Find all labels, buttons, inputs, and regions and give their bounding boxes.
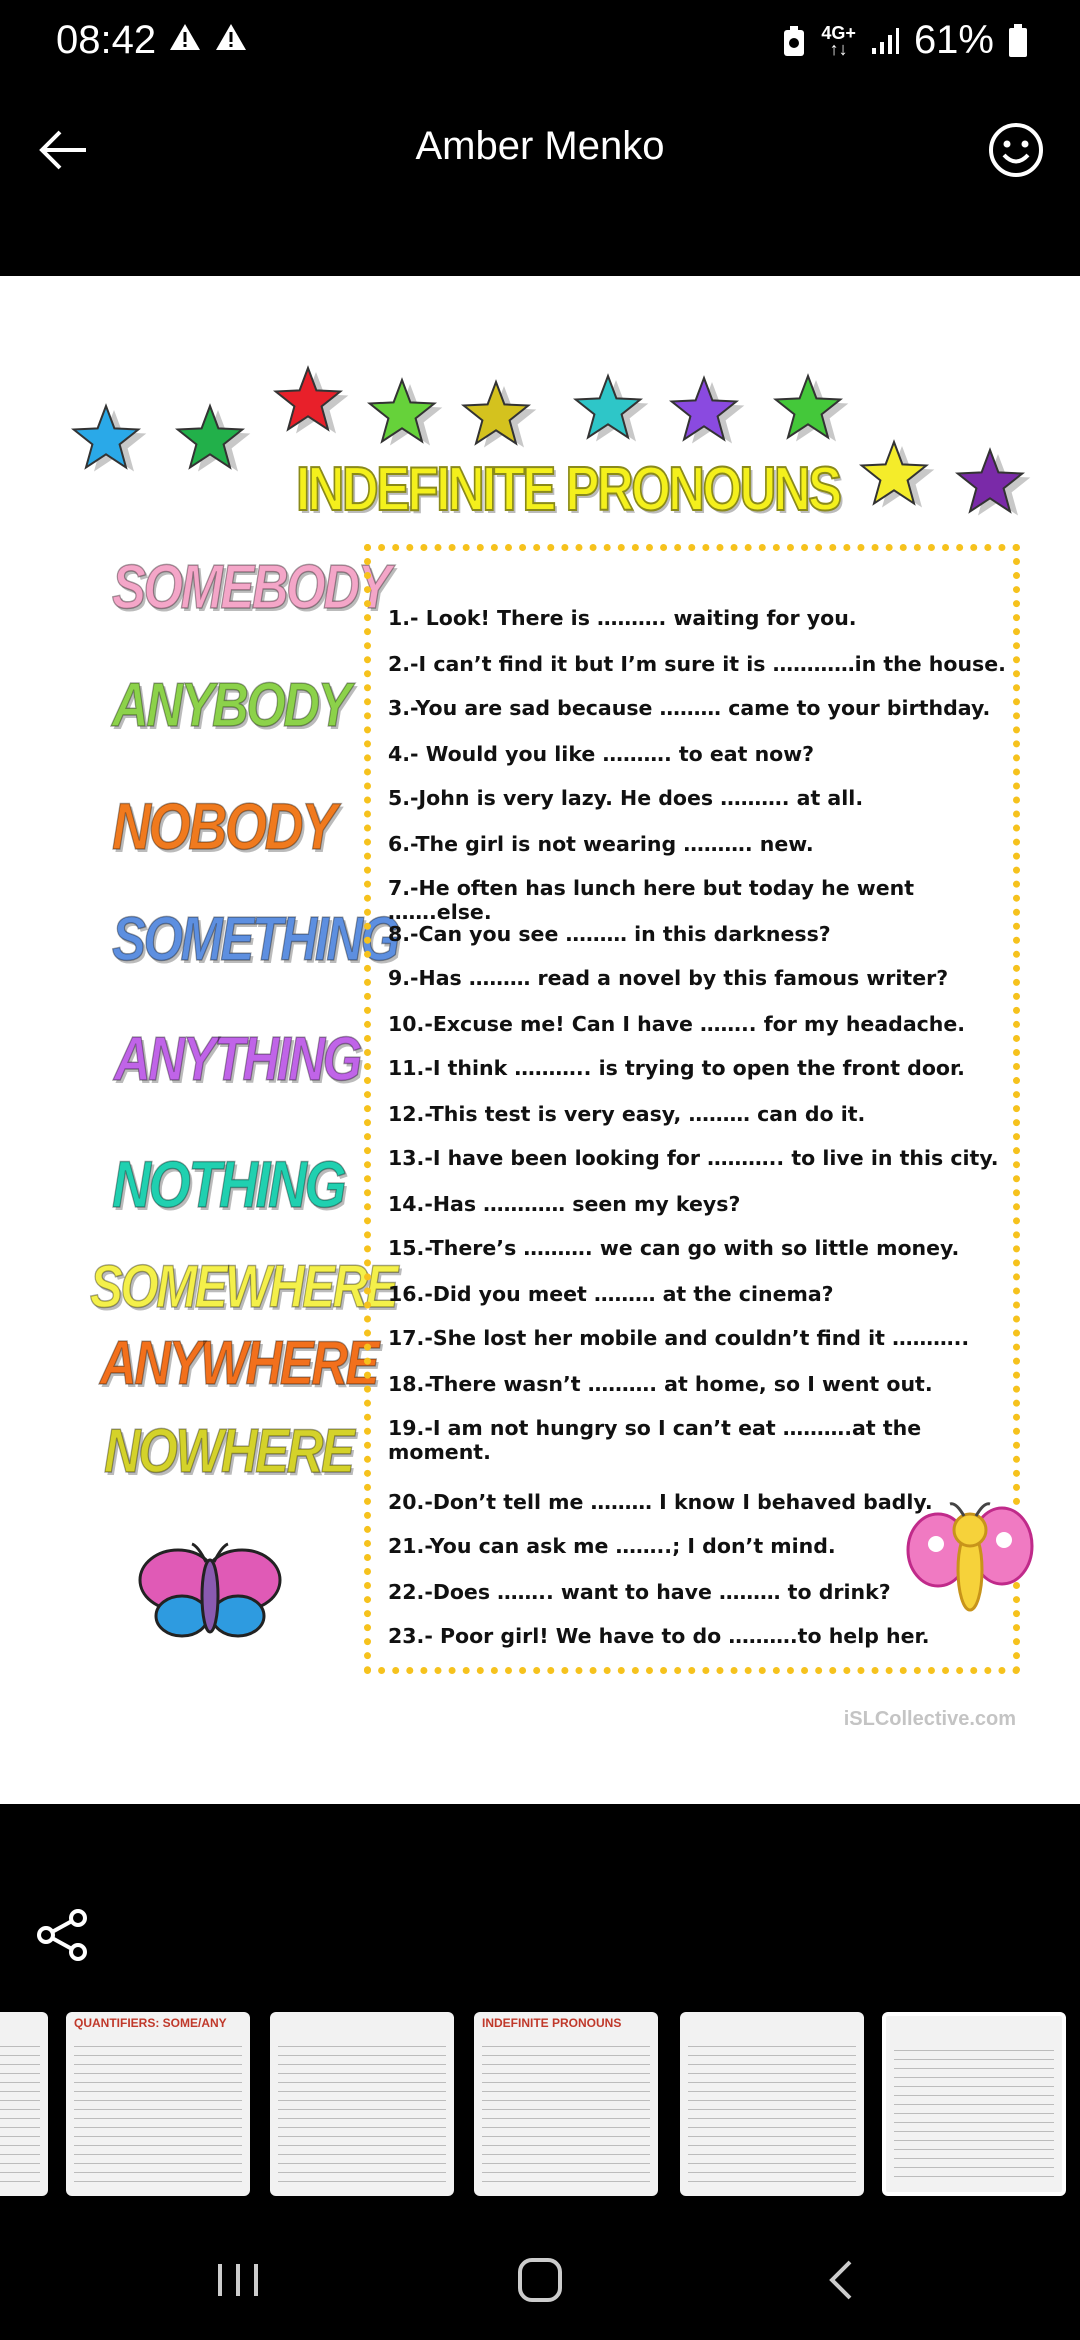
- image-viewer[interactable]: [0, 276, 1080, 1804]
- question-item: 5.-John is very lazy. He does ………. at all.: [388, 786, 864, 810]
- recent-apps-icon[interactable]: [208, 2250, 268, 2310]
- question-item: 4.- Would you like ………. to eat now?: [388, 742, 815, 766]
- thumbnail-3[interactable]: [270, 2012, 454, 2196]
- question-item: 18.-There wasn’t ………. at home, so I went out.: [388, 1372, 933, 1396]
- question-item: 15.-There’s ………. we can go with so little money.: [388, 1236, 960, 1260]
- question-item: 22.-Does …….. want to have ……… to drink?: [388, 1580, 891, 1604]
- question-item: 23.- Poor girl! We have to do ……….to help her.: [388, 1624, 930, 1648]
- worksheet-title: INDEFINITE PRONOUNS: [296, 455, 840, 524]
- pronoun-nothing: NOTHING: [112, 1147, 345, 1221]
- thumbnail-1[interactable]: [0, 2012, 48, 2196]
- signal-icon: [870, 26, 900, 56]
- question-item: 9.-Has ……… read a novel by this famous writer?: [388, 966, 949, 990]
- thumbnail-preview: [0, 2038, 40, 2188]
- question-item: 7.-He often has lunch here but today he went …….else.: [388, 876, 915, 924]
- question-item: 20.-Don’t tell me ……… I know I behaved badly.: [388, 1490, 933, 1514]
- page-title: Amber Menko: [415, 124, 665, 168]
- thumbnail-2[interactable]: [66, 2012, 250, 2196]
- thumbnail-strip: [0, 2012, 1080, 2198]
- status-bar: [0, 0, 1080, 84]
- question-item: 1.- Look! There is ………. waiting for you.: [388, 606, 857, 630]
- pronoun-anybody: ANYBODY: [112, 671, 350, 740]
- warning-icon: [168, 22, 202, 52]
- thumbnail-title: INDEFINITE PRONOUNS: [482, 2016, 622, 2030]
- butterfly-icon: [136, 1542, 284, 1640]
- pronoun-somebody: SOMEBODY: [112, 553, 389, 622]
- thumbnail-6[interactable]: [882, 2012, 1066, 2196]
- question-item: 17.-She lost her mobile and couldn’t find it ………..: [388, 1326, 970, 1350]
- question-item: 16.-Did you meet ……… at the cinema?: [388, 1282, 834, 1306]
- home-icon[interactable]: [510, 2250, 570, 2310]
- butterfly-cartoon-icon: [906, 1500, 1036, 1624]
- question-item: 13.-I have been looking for ……….. to live in this city.: [388, 1146, 999, 1170]
- app-header: [0, 84, 1080, 274]
- battery-icon: [1008, 24, 1028, 58]
- network-type: 4G+ ↑↓: [821, 22, 856, 59]
- battery-percent: 61%: [913, 18, 994, 62]
- pronoun-something: SOMETHING: [112, 905, 398, 974]
- question-item: 8.-Can you see ……… in this darkness?: [388, 922, 831, 946]
- thumbnail-preview: [482, 2038, 650, 2188]
- question-item: 2.-I can’t find it but I’m sure it is …………in the house.: [388, 652, 1006, 676]
- warning-icon: [214, 22, 248, 52]
- question-item: 19.-I am not hungry so I can’t eat ……….at the moment.: [388, 1416, 922, 1464]
- question-item: 10.-Excuse me! Can I have …….. for my headache.: [388, 1012, 966, 1036]
- pronoun-nobody: NOBODY: [112, 789, 335, 863]
- data-saver-icon: [781, 24, 807, 58]
- smiley-icon[interactable]: [986, 120, 1046, 180]
- worksheet-image: [0, 276, 1080, 1804]
- question-item: 6.-The girl is not wearing ………. new.: [388, 832, 814, 856]
- watermark: iSLCollective.com: [843, 1708, 1016, 1730]
- thumbnail-title: QUANTIFIERS: SOME/ANY: [74, 2016, 227, 2030]
- thumbnail-preview: [894, 2042, 1054, 2184]
- pronoun-anything: ANYTHING: [114, 1025, 360, 1094]
- share-icon[interactable]: [34, 1906, 92, 1964]
- question-item: 3.-You are sad because ……… came to your birthday.: [388, 696, 991, 720]
- status-time: 08:42: [56, 18, 157, 62]
- pronoun-anywhere: ANYWHERE: [100, 1329, 377, 1398]
- pronoun-nowhere: NOWHERE: [104, 1417, 353, 1486]
- pronoun-somewhere: SOMEWHERE: [90, 1253, 396, 1320]
- thumbnail-5[interactable]: [680, 2012, 864, 2196]
- thumbnail-preview: [74, 2038, 242, 2188]
- question-item: 21.-You can ask me ……..; I don’t mind.: [388, 1534, 836, 1558]
- thumbnail-preview: [688, 2038, 856, 2188]
- question-item: 12.-This test is very easy, ……… can do it.: [388, 1102, 866, 1126]
- status-indicators: [781, 18, 1028, 63]
- back-icon[interactable]: [812, 2250, 872, 2310]
- thumbnail-preview: [278, 2038, 446, 2188]
- thumbnail-4[interactable]: [474, 2012, 658, 2196]
- question-item: 14.-Has ………… seen my keys?: [388, 1192, 741, 1216]
- question-item: 11.-I think ……….. is trying to open the front door.: [388, 1056, 965, 1080]
- navigation-bar: [0, 2220, 1080, 2340]
